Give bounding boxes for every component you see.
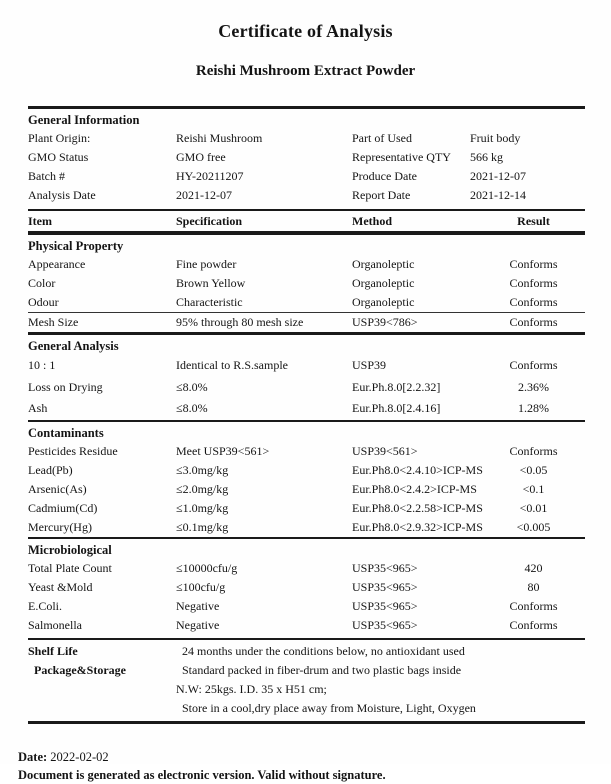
result-cell: Conforms: [509, 276, 558, 290]
method-cell: Eur.Ph.8.0[2.4.16]: [352, 401, 441, 415]
method-cell: USP35<965>: [352, 579, 418, 594]
specification-cell: Brown Yellow: [176, 276, 246, 290]
table-row: [28, 518, 585, 537]
general-info-row: [28, 186, 585, 209]
method-cell: USP35<965>: [352, 560, 418, 575]
date-label: Date:: [18, 749, 48, 764]
shelf-life-label: Shelf Life: [28, 643, 78, 658]
item-cell: Ash: [28, 401, 48, 415]
package-storage-label: Package&Storage: [34, 662, 126, 677]
specification-cell: Meet USP39<561>: [176, 443, 270, 458]
result-cell: <0.005: [516, 519, 551, 534]
date-line: [18, 748, 585, 766]
method-cell: Organoleptic: [352, 257, 415, 271]
table-row: [28, 355, 585, 377]
package-storage-line: N.W: 25kgs. I.D. 35 x H51 cm;: [176, 681, 327, 696]
table-row: [28, 597, 585, 616]
info-label: Part of Used: [352, 131, 412, 145]
result-cell: <0.01: [519, 500, 548, 515]
item-cell: Appearance: [28, 257, 86, 271]
info-value: Fruit body: [470, 131, 521, 145]
spacer: [28, 699, 176, 718]
certificate-table: [28, 106, 585, 724]
info-value: GMO free: [176, 150, 226, 164]
method-cell: Eur.Ph8.0<2.9.32>ICP-MS: [352, 519, 483, 534]
table-row-mesh-size: [28, 313, 585, 332]
item-cell: E.Coli.: [28, 598, 63, 613]
column-header-result: Result: [517, 214, 550, 228]
column-header-method: Method: [352, 214, 392, 228]
specification-cell: Identical to R.S.sample: [176, 358, 288, 372]
info-label: Representative QTY: [352, 150, 451, 164]
info-value: 566 kg: [470, 150, 503, 164]
method-cell: Eur.Ph8.0<2.2.58>ICP-MS: [352, 500, 483, 515]
specification-cell: Characteristic: [176, 295, 243, 309]
info-value: Reishi Mushroom: [176, 131, 263, 145]
method-cell: Eur.Ph.8.0[2.2.32]: [352, 379, 441, 394]
package-storage-row: [28, 661, 585, 680]
result-cell: <0.1: [522, 481, 545, 496]
electronic-version-note: Document is generated as electronic version. Valid without signature.: [18, 767, 386, 782]
table-row: [28, 499, 585, 518]
specification-cell: 95% through 80 mesh size: [176, 315, 304, 329]
info-label: GMO Status: [28, 150, 89, 164]
result-cell: Conforms: [509, 443, 558, 458]
result-cell: 1.28%: [518, 401, 549, 415]
item-cell: Arsenic(As): [28, 481, 87, 496]
column-header-specification: Specification: [176, 214, 242, 228]
package-storage-line: Store in a cool,dry place away from Moisture, Light, Oxygen: [182, 700, 476, 715]
specification-cell: ≤10000cfu/g: [176, 560, 238, 575]
item-cell: Lead(Pb): [28, 462, 73, 477]
info-label: Batch #: [28, 169, 65, 183]
column-header-item: Item: [28, 214, 52, 228]
table-row: [28, 616, 585, 638]
table-row: [28, 559, 585, 578]
spacer: [28, 680, 176, 699]
info-value: 2021-12-14: [470, 188, 526, 202]
result-cell: 2.36%: [518, 379, 549, 394]
result-cell: Conforms: [509, 598, 558, 613]
method-cell: Organoleptic: [352, 295, 415, 309]
specification-cell: ≤0.1mg/kg: [176, 519, 229, 534]
info-label: Report Date: [352, 188, 411, 202]
specification-cell: ≤8.0%: [176, 401, 208, 415]
document-footer: [18, 748, 585, 784]
result-cell: Conforms: [509, 358, 558, 372]
result-cell: Conforms: [509, 295, 558, 309]
item-cell: Yeast &Mold: [28, 579, 93, 594]
table-row: [28, 293, 585, 312]
result-cell: 80: [527, 579, 540, 594]
specification-cell: Fine powder: [176, 257, 237, 271]
table-row: [28, 398, 585, 420]
result-cell: <0.05: [519, 462, 548, 477]
table-row: [28, 442, 585, 461]
table-row: [28, 578, 585, 597]
item-cell: Salmonella: [28, 617, 82, 632]
info-label: Produce Date: [352, 169, 417, 183]
package-storage-line: Standard packed in fiber-drum and two plastic bags inside: [182, 662, 462, 677]
section-heading-contaminants: Contaminants: [28, 425, 104, 440]
item-cell: Color: [28, 276, 56, 290]
result-cell: Conforms: [509, 617, 558, 632]
specification-cell: ≤100cfu/g: [176, 579, 226, 594]
specification-cell: Negative: [176, 617, 220, 632]
specification-cell: ≤2.0mg/kg: [176, 481, 229, 496]
item-cell: Cadmium(Cd): [28, 500, 98, 515]
section-heading-microbiological: Microbiological: [28, 542, 112, 557]
document-subtitle: Reishi Mushroom Extract Powder: [195, 63, 416, 79]
table-header-row: [28, 211, 585, 231]
specification-cell: ≤8.0%: [176, 379, 208, 394]
item-cell: Loss on Drying: [28, 379, 103, 394]
method-cell: Organoleptic: [352, 276, 415, 290]
method-cell: USP35<965>: [352, 598, 418, 613]
package-storage-row: [28, 680, 585, 699]
general-info-row: [28, 129, 585, 148]
item-cell: Pesticides Residue: [28, 443, 118, 458]
divider-bottom: [28, 721, 585, 724]
method-cell: USP35<965>: [352, 617, 418, 632]
table-row: [28, 377, 585, 399]
specification-cell: Negative: [176, 598, 220, 613]
method-cell: Eur.Ph8.0<2.4.10>ICP-MS: [352, 462, 483, 477]
general-info-row: [28, 148, 585, 167]
method-cell: USP39<786>: [352, 315, 418, 329]
specification-cell: ≤3.0mg/kg: [176, 462, 229, 477]
method-cell: Eur.Ph8.0<2.4.2>ICP-MS: [352, 481, 477, 496]
table-row: [28, 461, 585, 480]
info-label: Analysis Date: [28, 188, 96, 202]
result-cell: Conforms: [509, 315, 558, 329]
info-value: 2021-12-07: [470, 169, 526, 183]
table-row: [28, 255, 585, 274]
item-cell: Odour: [28, 295, 59, 309]
specification-cell: ≤1.0mg/kg: [176, 500, 229, 515]
info-value: HY-20211207: [176, 169, 244, 183]
general-info-row: [28, 167, 585, 186]
item-cell: Mercury(Hg): [28, 519, 92, 534]
item-cell: 10 : 1: [28, 358, 56, 372]
section-heading-physical-property: Physical Property: [28, 239, 124, 253]
info-label: Plant Origin:: [28, 131, 91, 145]
item-cell: Total Plate Count: [28, 560, 112, 575]
shelf-life-value: 24 months under the conditions below, no antioxidant used: [182, 643, 465, 658]
package-storage-row: [28, 699, 585, 721]
document-title: Certificate of Analysis: [218, 21, 393, 41]
result-cell: Conforms: [509, 257, 558, 271]
result-cell: 420: [524, 560, 543, 575]
table-row: [28, 274, 585, 293]
method-cell: USP39<561>: [352, 443, 418, 458]
section-heading-general-analysis: General Analysis: [28, 339, 119, 353]
table-row: [28, 480, 585, 499]
item-cell: Mesh Size: [28, 315, 79, 329]
method-cell: USP39: [352, 358, 387, 372]
date-value: 2022-02-02: [50, 749, 109, 764]
shelf-life-row: [28, 640, 585, 661]
info-value: 2021-12-07: [176, 188, 232, 202]
section-heading-general-information: General Information: [28, 113, 140, 127]
